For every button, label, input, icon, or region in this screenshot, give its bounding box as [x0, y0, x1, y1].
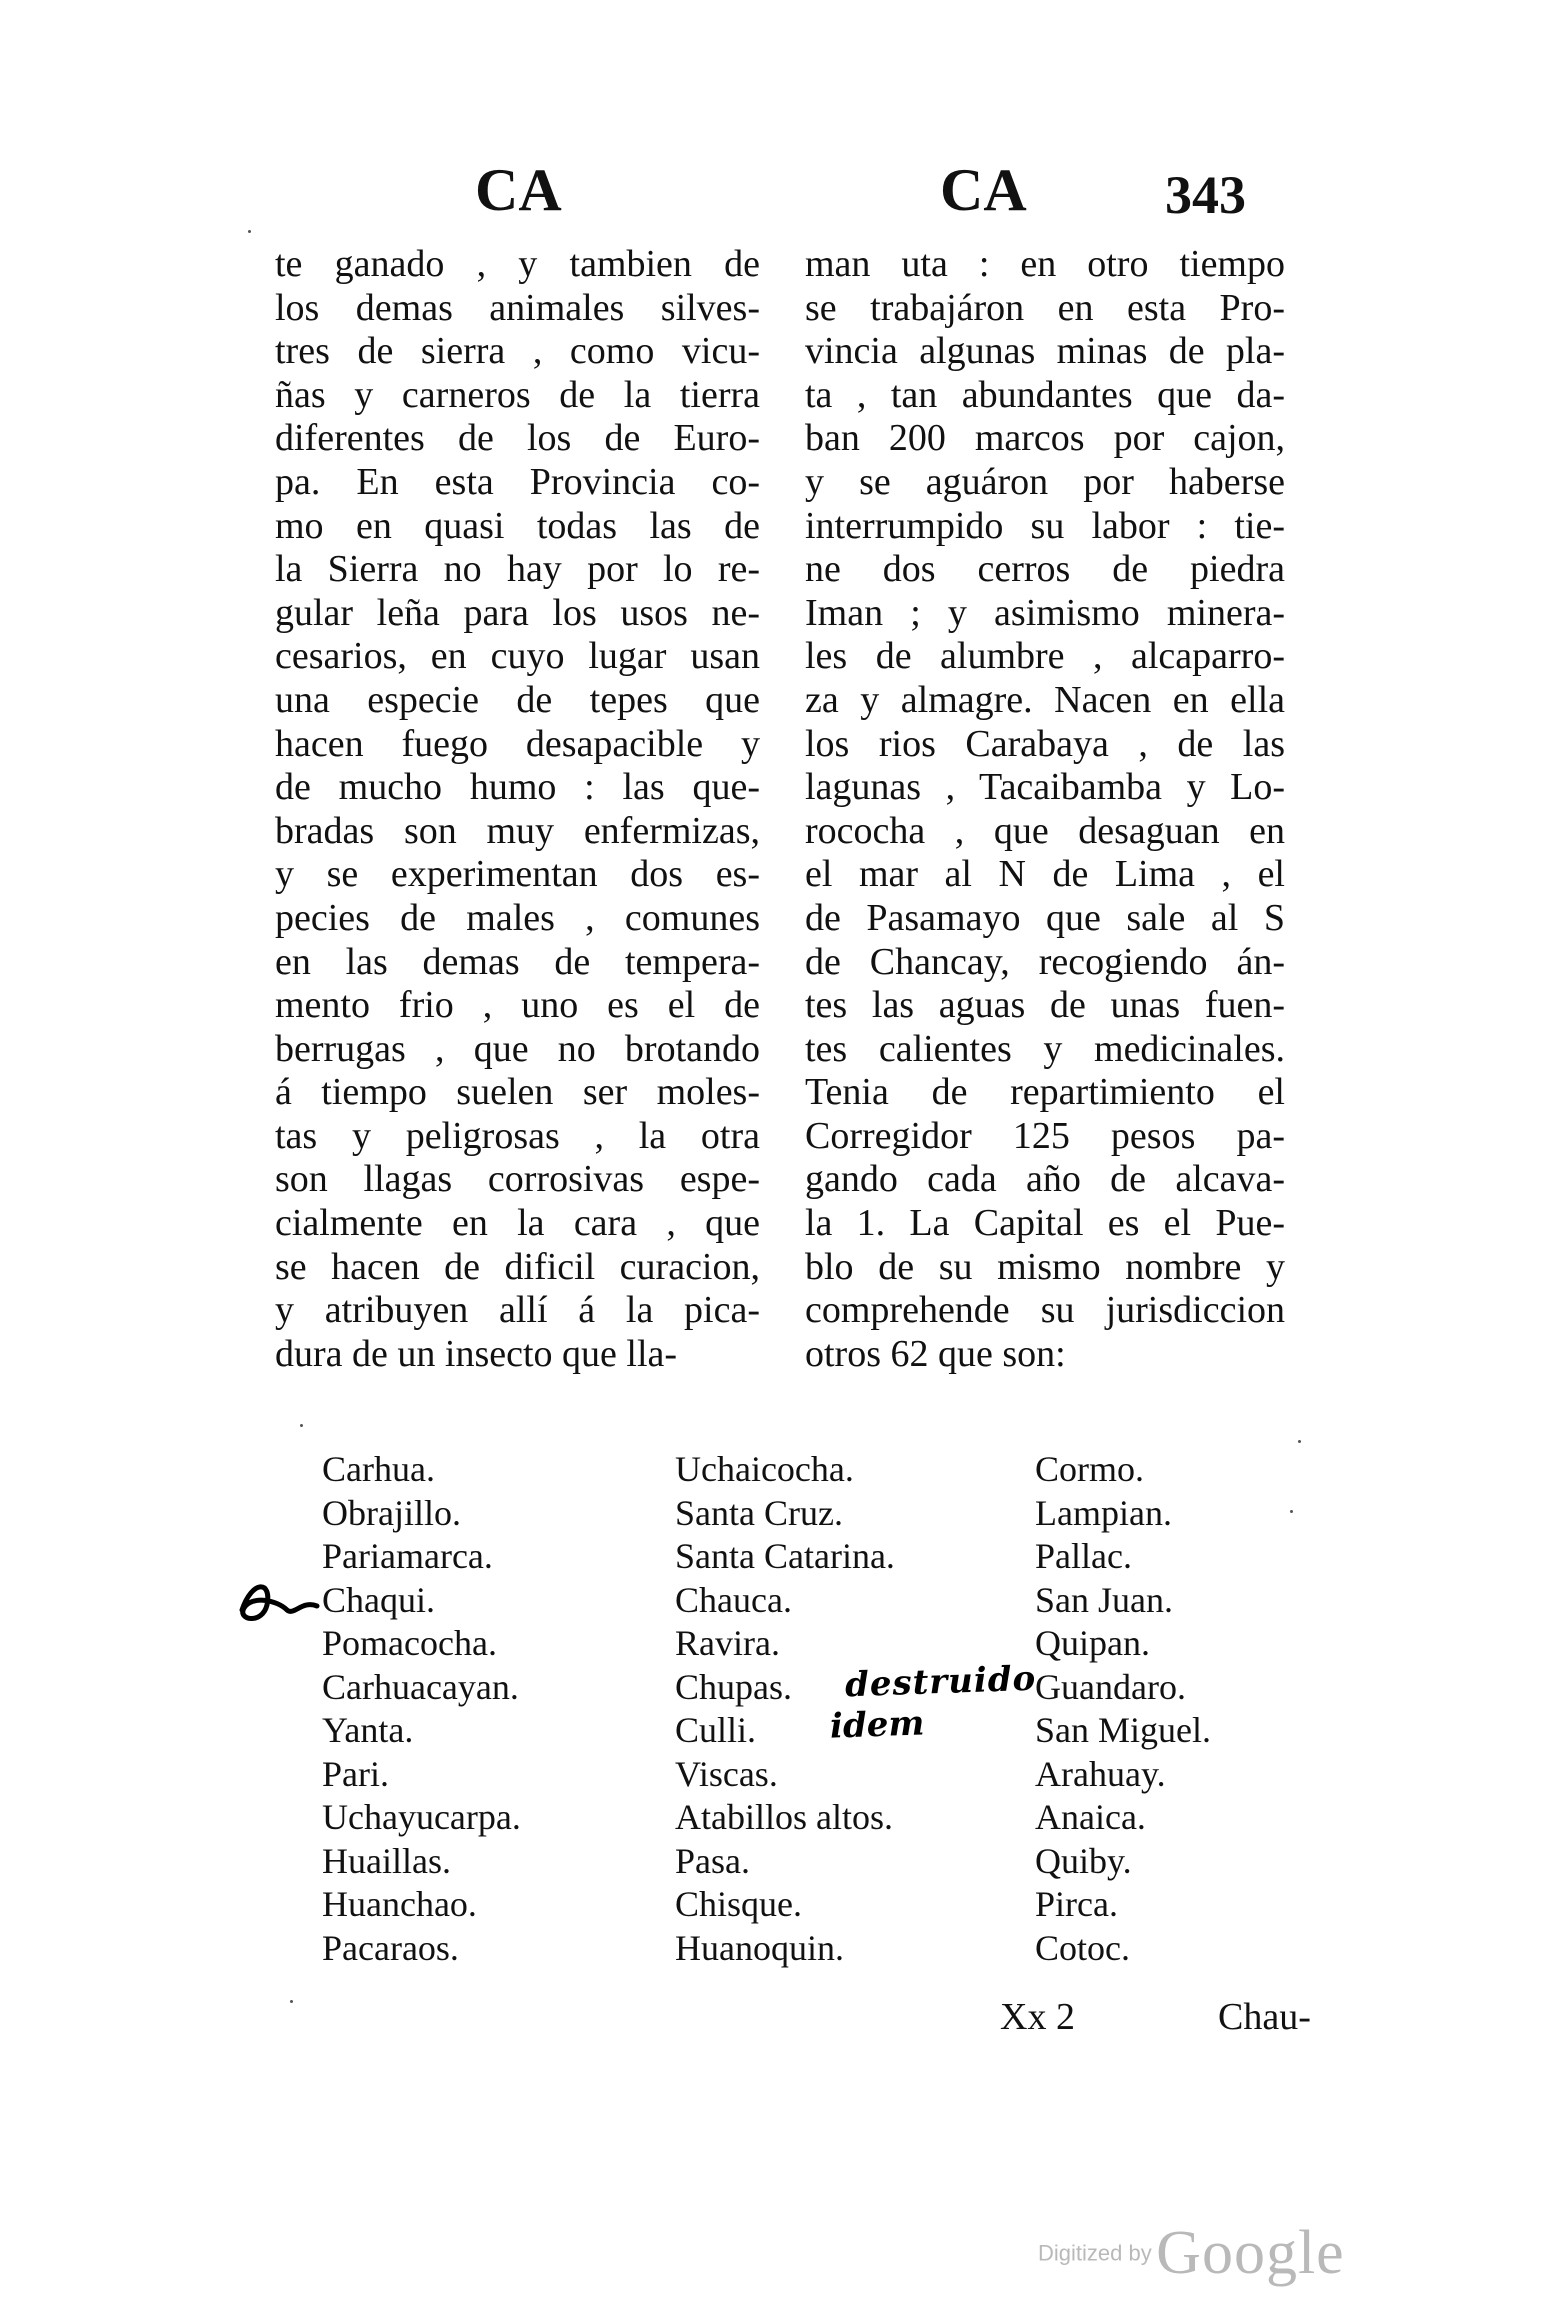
text-line: berrugas , que no brotando [275, 1027, 760, 1070]
place-name: Lampian. [1035, 1492, 1172, 1533]
text-line: tes calientes y medicinales. [805, 1027, 1285, 1070]
text-line: cesarios, en cuyo lugar usan [275, 635, 760, 678]
running-head-left: CA [475, 157, 562, 223]
place-name: Cormo. [1035, 1449, 1145, 1489]
text-line: dura de un insecto que lla- [275, 1332, 678, 1375]
text-line: se hacen de dificil curacion, [275, 1245, 760, 1288]
page-number: 343 [1165, 165, 1246, 225]
text-line: bradas son muy enfermizas, [275, 809, 760, 852]
text-line: blo de su mismo nombre y [805, 1245, 1285, 1288]
text-line: el mar al N de Lima , el [805, 853, 1285, 896]
text-line: mo en quasi todas las de [275, 504, 760, 547]
text-line: ñas y carneros de la tierra [275, 373, 760, 416]
text-line: los rios Carabaya , de las [805, 722, 1285, 765]
place-name: San Miguel. [1035, 1710, 1211, 1750]
text-line: te ganado , y tambien de [275, 243, 760, 285]
place-name: Pari. [322, 1753, 389, 1794]
place-name: Pallac. [1035, 1536, 1132, 1576]
text-line: de Pasamayo que sale al S [805, 896, 1285, 939]
place-name: Carhuacayan. [322, 1666, 519, 1707]
place-name: Santa Cruz. [675, 1492, 843, 1533]
text-line: y se aguáron por haberse [805, 460, 1285, 503]
text-line: de Chancay, recogiendo án- [805, 940, 1285, 983]
place-name: Uchaicocha. [675, 1449, 854, 1489]
place-name: Atabillos altos. [675, 1797, 893, 1837]
signature-mark: Xx 2 [1000, 1996, 1075, 2038]
place-name: Pacaraos. [322, 1927, 459, 1968]
text-line: en las demas de tempera- [275, 940, 760, 983]
place-name: San Juan. [1035, 1579, 1173, 1620]
place-list-column-1 [322, 1448, 521, 1970]
scan-speck [1290, 1510, 1293, 1513]
text-line: la 1. La Capital es el Pue- [805, 1202, 1285, 1245]
text-line: man uta : en otro tiempo [805, 243, 1285, 285]
text-line: gular leña para los usos ne- [275, 591, 760, 634]
text-line: les de alumbre , alcaparro- [805, 635, 1285, 678]
digitized-watermark [1038, 2218, 1345, 2289]
text-line: ne dos cerros de piedra [805, 548, 1285, 591]
handwritten-note-idem: idem [829, 1703, 925, 1747]
place-name: Uchayucarpa. [322, 1797, 521, 1837]
text-line: se trabajáron en esta Pro- [805, 286, 1285, 329]
place-name: Huaillas. [322, 1840, 451, 1881]
place-name: Santa Catarina. [675, 1536, 895, 1576]
place-name: Cotoc. [1035, 1927, 1130, 1968]
text-line: la Sierra no hay por lo re- [275, 548, 760, 591]
handwritten-note-destruido: destruido [844, 1658, 1037, 1706]
text-line: za y almagre. Nacen en ella [805, 678, 1285, 721]
running-head-right: CA [940, 157, 1027, 223]
place-name: Obrajillo. [322, 1492, 461, 1533]
text-line: diferentes de los de Euro- [275, 417, 760, 460]
text-column-left [275, 243, 760, 1376]
place-name: Carhua. [322, 1449, 435, 1489]
text-line: los demas animales silves- [275, 286, 760, 329]
text-line: hacen fuego desapacible y [275, 722, 760, 765]
text-line: lagunas , Tacaibamba y Lo- [805, 766, 1285, 809]
text-line: tes las aguas de unas fuen- [805, 984, 1285, 1027]
place-name: Anaica. [1035, 1797, 1146, 1837]
place-name: Huanoquin. [675, 1927, 844, 1968]
place-name: Viscas. [675, 1753, 778, 1794]
text-line: pecies de males , comunes [275, 896, 760, 939]
text-line: pa. En esta Provincia co- [275, 460, 760, 503]
text-line: mento frio , uno es el de [275, 984, 760, 1027]
google-logo: Google [1156, 2219, 1345, 2287]
catchword: Chau- [1218, 1996, 1311, 2038]
text-line: á tiempo suelen ser moles- [275, 1071, 760, 1114]
place-name: Arahuay. [1035, 1753, 1166, 1794]
text-line: gando cada año de alcava- [805, 1158, 1285, 1201]
place-name: Pomacocha. [322, 1623, 497, 1663]
place-name: Pariamarca. [322, 1536, 493, 1576]
text-line: una especie de tepes que [275, 678, 760, 721]
text-line: Iman ; y asimismo minera- [805, 591, 1285, 634]
text-line: y se experimentan dos es- [275, 853, 760, 896]
place-name: Chauca. [675, 1579, 792, 1620]
place-name: Guandaro. [1035, 1666, 1186, 1707]
text-line: vincia algunas minas de pla- [805, 330, 1285, 373]
text-line: rococha , que desaguan en [805, 809, 1285, 852]
place-name: Chisque. [675, 1884, 803, 1924]
text-line: ta , tan abundantes que da- [805, 373, 1285, 416]
watermark-prefix: Digitized by [1038, 2240, 1152, 2266]
place-name: Pasa. [675, 1840, 750, 1881]
text-line: cialmente en la cara , que [275, 1202, 760, 1245]
text-line: y atribuyen allí á la pica- [275, 1289, 760, 1332]
text-line: otros 62 que son: [805, 1332, 1066, 1375]
text-line: tres de sierra , como vicu- [275, 330, 760, 373]
text-line: interrumpido su labor : tie- [805, 504, 1285, 547]
text-line: tas y peligrosas , la otra [275, 1114, 760, 1157]
place-name: Chaqui. [322, 1579, 435, 1620]
scan-speck [248, 230, 251, 233]
text-line: son llagas corrosivas espe- [275, 1158, 760, 1201]
text-line: Corregidor 125 pesos pa- [805, 1114, 1285, 1157]
scan-speck [290, 2000, 293, 2003]
place-name: Pirca. [1035, 1884, 1118, 1924]
place-name: Culli. [675, 1710, 757, 1750]
scan-speck [1298, 1440, 1301, 1443]
scan-speck [300, 1424, 303, 1427]
place-name: Yanta. [322, 1710, 414, 1750]
text-line: Tenia de repartimiento el [805, 1071, 1285, 1114]
text-line: de mucho humo : las que- [275, 766, 760, 809]
place-name: Quipan. [1035, 1623, 1150, 1663]
place-name: Ravira. [675, 1623, 780, 1663]
handwritten-mark-icon [232, 1570, 322, 1630]
text-line: ban 200 marcos por cajon, [805, 417, 1285, 460]
text-line: comprehende su jurisdiccion [805, 1289, 1285, 1332]
text-column-right [805, 243, 1285, 1376]
place-list-column-3 [1035, 1448, 1211, 1970]
place-name: Quiby. [1035, 1840, 1132, 1881]
place-name: Huanchao. [322, 1884, 477, 1924]
place-name: Chupas. [675, 1666, 792, 1707]
